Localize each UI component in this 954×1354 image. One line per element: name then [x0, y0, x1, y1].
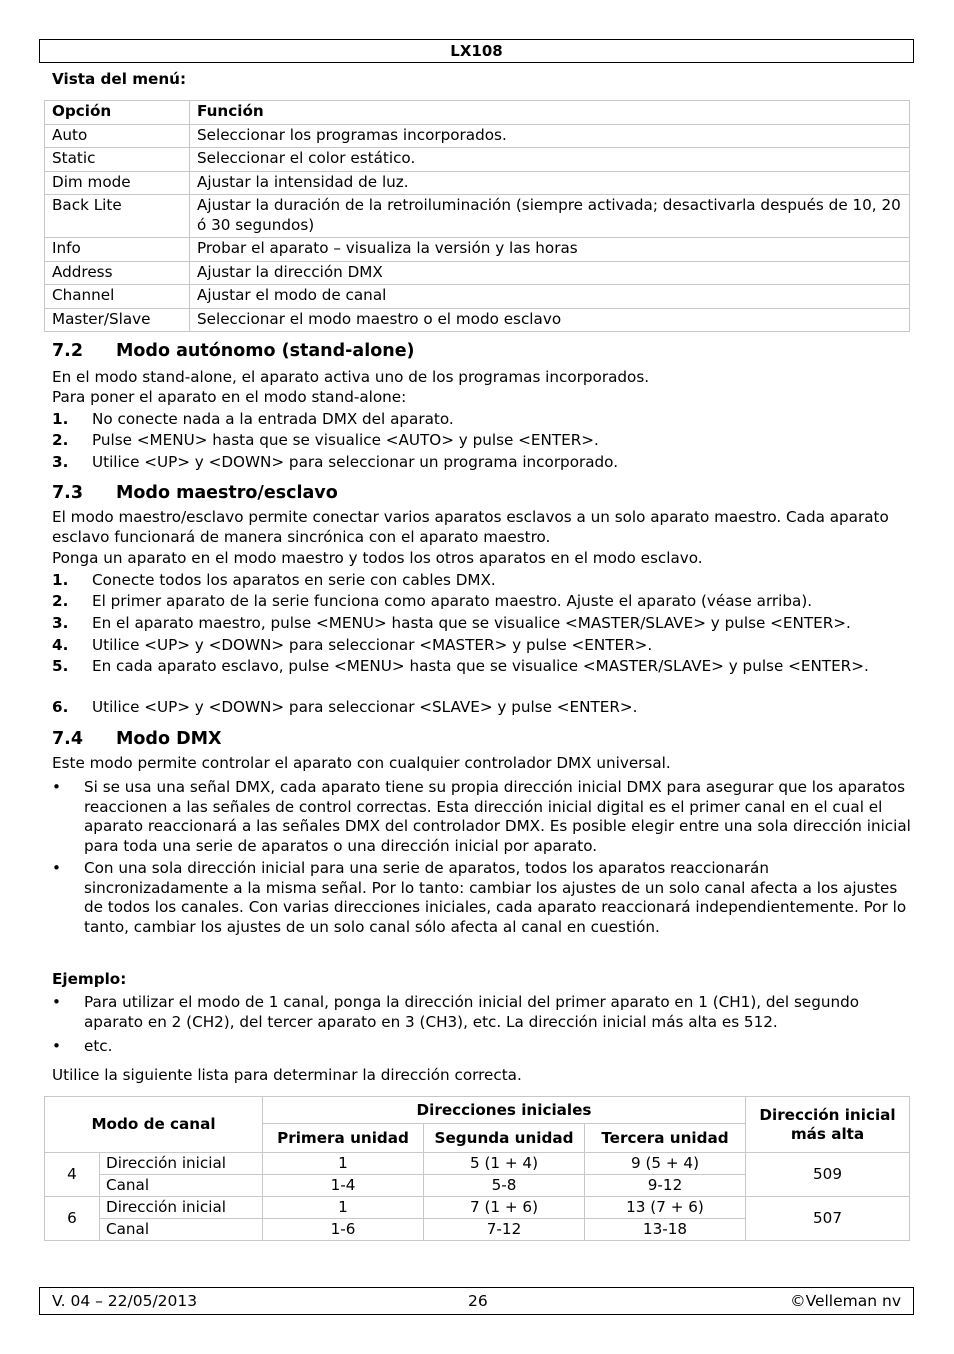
copyright: ©Velleman nv: [790, 1292, 901, 1310]
option-cell: Address: [45, 261, 190, 285]
page-number: 26: [468, 1292, 488, 1310]
table-row: [45, 195, 910, 238]
list-number: 4.: [52, 636, 69, 654]
paragraph: Este modo permite controlar el aparato con cualquier controlador DMX universal.: [52, 754, 671, 772]
table-header-row: [45, 101, 910, 125]
third-unit-cell: 13-18: [585, 1219, 746, 1241]
bullet-icon: •: [52, 993, 61, 1011]
table-header-row: [45, 1097, 910, 1124]
table-row: [45, 124, 910, 148]
third-unit-cell: 13 (7 + 6): [585, 1197, 746, 1219]
list-item: [52, 453, 912, 473]
function-cell: Ajustar la duración de la retroiluminación (siempre activada; desactivarla después de 10, 20 ó 30 segundos): [190, 195, 910, 238]
bullet-item: [52, 778, 912, 856]
list-number: 1.: [52, 410, 69, 428]
function-cell: Ajustar el modo de canal: [190, 285, 910, 309]
third-unit-cell: 9-12: [585, 1175, 746, 1197]
table-row: [45, 148, 910, 172]
header-start-addresses: Direcciones iniciales: [263, 1097, 746, 1124]
list-item: [52, 636, 912, 656]
bullet-item: [52, 993, 912, 1032]
bullet-icon: •: [52, 859, 61, 877]
bullet-item: [52, 859, 912, 937]
version-date: V. 04 – 22/05/2013: [52, 1292, 198, 1310]
menu-table: [44, 100, 910, 332]
table-row: [45, 308, 910, 332]
page-footer: [39, 1287, 914, 1315]
option-cell: Dim mode: [45, 171, 190, 195]
paragraph: Para poner el aparato en el modo stand-alone:: [52, 388, 407, 406]
bullet-item: [52, 1037, 912, 1057]
page-header: [39, 39, 914, 63]
section-title: Modo autónomo (stand-alone): [116, 341, 415, 361]
list-number: 3.: [52, 453, 69, 471]
function-cell: Probar el aparato – visualiza la versión y las horas: [190, 238, 910, 262]
section-heading-7-3: [52, 482, 338, 504]
list-item: [52, 698, 912, 718]
header-channel-mode: Modo de canal: [45, 1097, 263, 1153]
table-row: [45, 285, 910, 309]
first-unit-cell: 1-4: [263, 1175, 424, 1197]
row-label: Canal: [100, 1175, 263, 1197]
header-highest-address: Dirección inicial más alta: [746, 1097, 910, 1153]
table-row: [45, 1153, 910, 1175]
table-header-cell: Función: [190, 101, 910, 125]
second-unit-cell: 7-12: [424, 1219, 585, 1241]
list-item: [52, 592, 912, 612]
list-item: [52, 614, 912, 634]
bullet-text: Si se usa una señal DMX, cada aparato tiene su propia dirección inicial DMX para asegurar que los aparatos reaccionen a las señales de control correctas. Esta dirección inicial digital es el primer canal en el cual el aparato reaccionará a las señales DMX del controlador DMX. Es posible elegir entre una sola dirección inicial para toda una serie de aparatos o una dirección inicial por aparato.: [84, 778, 911, 855]
highest-address-cell: 509: [746, 1153, 910, 1197]
bullet-text: etc.: [84, 1037, 113, 1055]
mode-cell: 6: [45, 1197, 100, 1241]
list-text: Conecte todos los aparatos en serie con cables DMX.: [92, 571, 496, 589]
bullet-text: Para utilizar el modo de 1 canal, ponga la dirección inicial del primer aparato en 1 (CH1), del segundo aparato en 2 (CH2), del tercer aparato en 3 (CH3), etc. La dirección inicial más alta es 512.: [84, 993, 860, 1031]
list-item: [52, 431, 912, 451]
list-text: En el aparato maestro, pulse <MENU> hasta que se visualice <MASTER/SLAVE> y pulse <ENTER>.: [92, 614, 851, 632]
highest-address-cell: 507: [746, 1197, 910, 1241]
document-title: LX108: [450, 42, 503, 60]
second-unit-cell: 5-8: [424, 1175, 585, 1197]
list-text: Utilice <UP> y <DOWN> para seleccionar <MASTER> y pulse <ENTER>.: [92, 636, 653, 654]
menu-view-heading: Vista del menú:: [52, 70, 187, 88]
list-number: 6.: [52, 698, 69, 716]
paragraph: El modo maestro/esclavo permite conectar varios aparatos esclavos a un solo aparato maestro. Cada aparato esclavo funcionará de manera sincrónica con el aparato maestro.: [52, 508, 889, 546]
list-number: 3.: [52, 614, 69, 632]
list-number: 1.: [52, 571, 69, 589]
function-cell: Ajustar la dirección DMX: [190, 261, 910, 285]
bullet-text: Con una sola dirección inicial para una serie de aparatos, todos los aparatos reaccionarán sincronizadamente a la misma señal. Por lo tanto: cambiar los ajustes de un solo canal afecta a los ajustes de todos los canales. Con varias direcciones iniciales, cada aparato reaccionará independientemente. Por lo tanto, cambiar los ajustes de un solo canal sólo afecta al canal en cuestión.: [84, 859, 907, 936]
list-item: [52, 410, 912, 430]
paragraph: En el modo stand-alone, el aparato activa uno de los programas incorporados.: [52, 368, 650, 386]
section-heading-7-4: [52, 728, 222, 750]
list-text: El primer aparato de la serie funciona como aparato maestro. Ajuste el aparato (véase arriba).: [92, 592, 813, 610]
table-row: [45, 261, 910, 285]
header-second-unit: Segunda unidad: [424, 1124, 585, 1153]
table-row: [45, 171, 910, 195]
list-text: Utilice <UP> y <DOWN> para seleccionar un programa incorporado.: [92, 453, 619, 471]
second-unit-cell: 5 (1 + 4): [424, 1153, 585, 1175]
section-title: Modo maestro/esclavo: [116, 483, 338, 503]
section-heading-7-2: [52, 340, 415, 362]
header-third-unit: Tercera unidad: [585, 1124, 746, 1153]
paragraph: Ponga un aparato en el modo maestro y todos los otros aparatos en el modo esclavo.: [52, 549, 703, 567]
list-text: En cada aparato esclavo, pulse <MENU> hasta que se visualice <MASTER/SLAVE> y pulse <ENTER>.: [92, 657, 869, 675]
section-number: 7.3: [52, 483, 84, 503]
row-label: Dirección inicial: [100, 1197, 263, 1219]
row-label: Dirección inicial: [100, 1153, 263, 1175]
list-item: [52, 657, 912, 677]
example-heading: Ejemplo:: [52, 970, 127, 988]
function-cell: Seleccionar el color estático.: [190, 148, 910, 172]
list-number: 5.: [52, 657, 69, 675]
dmx-address-table: [44, 1096, 910, 1241]
second-unit-cell: 7 (1 + 6): [424, 1197, 585, 1219]
row-label: Canal: [100, 1219, 263, 1241]
list-text: Utilice <UP> y <DOWN> para seleccionar <SLAVE> y pulse <ENTER>.: [92, 698, 638, 716]
section-number: 7.4: [52, 729, 84, 749]
option-cell: Auto: [45, 124, 190, 148]
list-number: 2.: [52, 592, 69, 610]
function-cell: Seleccionar el modo maestro o el modo esclavo: [190, 308, 910, 332]
section-number: 7.2: [52, 341, 84, 361]
table-row: [45, 1197, 910, 1219]
function-cell: Ajustar la intensidad de luz.: [190, 171, 910, 195]
list-text: Pulse <MENU> hasta que se visualice <AUTO> y pulse <ENTER>.: [92, 431, 599, 449]
option-cell: Static: [45, 148, 190, 172]
table-row: [45, 238, 910, 262]
option-cell: Master/Slave: [45, 308, 190, 332]
bullet-icon: •: [52, 778, 61, 796]
header-first-unit: Primera unidad: [263, 1124, 424, 1153]
option-cell: Back Lite: [45, 195, 190, 238]
section-title: Modo DMX: [116, 729, 222, 749]
paragraph: Utilice la siguiente lista para determinar la dirección correcta.: [52, 1066, 522, 1084]
table-header-cell: Opción: [45, 101, 190, 125]
third-unit-cell: 9 (5 + 4): [585, 1153, 746, 1175]
option-cell: Channel: [45, 285, 190, 309]
first-unit-cell: 1: [263, 1153, 424, 1175]
option-cell: Info: [45, 238, 190, 262]
list-text: No conecte nada a la entrada DMX del aparato.: [92, 410, 454, 428]
first-unit-cell: 1: [263, 1197, 424, 1219]
first-unit-cell: 1-6: [263, 1219, 424, 1241]
bullet-icon: •: [52, 1037, 61, 1055]
mode-cell: 4: [45, 1153, 100, 1197]
list-number: 2.: [52, 431, 69, 449]
function-cell: Seleccionar los programas incorporados.: [190, 124, 910, 148]
list-item: [52, 571, 912, 591]
